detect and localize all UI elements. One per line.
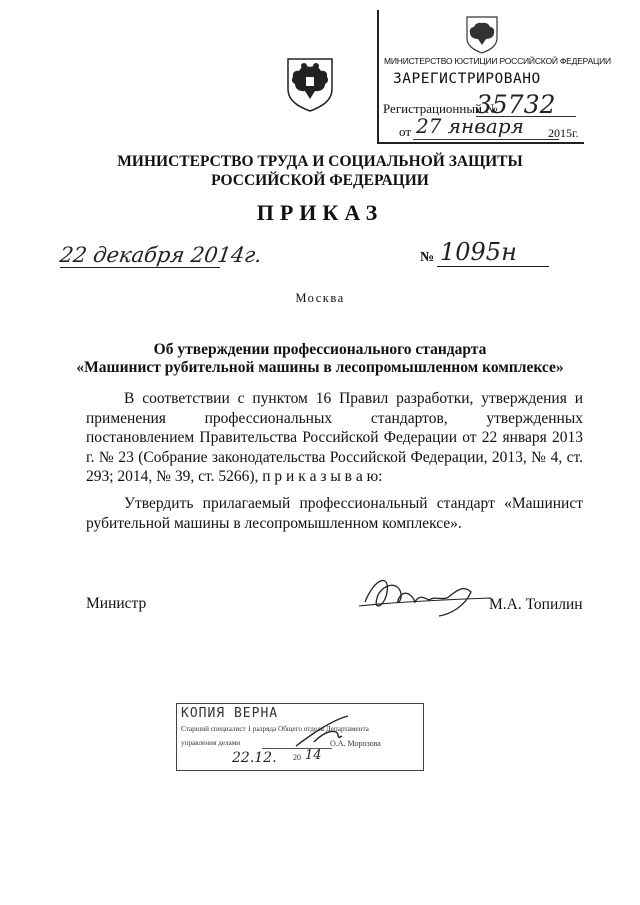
- document-type-title: ПРИКАЗ: [256, 200, 384, 225]
- registration-date-handwritten: 27 января: [416, 114, 524, 138]
- order-subject-line1: Об утверждении профессионального стандарта: [153, 341, 487, 358]
- order-number-handwritten: 1095н: [440, 238, 517, 266]
- registration-number-label: Регистрационный №: [383, 101, 498, 116]
- registration-ministry: МИНИСТЕРСТВО ЮСТИЦИИ РОССИЙСКОЙ ФЕДЕРАЦИИ: [384, 56, 611, 66]
- order-subject-line2: «Машинист рубительной машины в лесопромышленном комплексе»: [76, 359, 564, 376]
- copy-stamp-date-handwritten: 22.12.: [232, 750, 277, 766]
- copy-stamp-year-prefix: 20: [293, 753, 301, 762]
- ministry-name: [0, 152, 640, 190]
- signatory-title: Министр: [86, 595, 147, 612]
- russian-coat-of-arms-emblem: [283, 55, 337, 113]
- order-date-line: [60, 267, 220, 268]
- order-number-line: [437, 266, 549, 267]
- ministry-name-line1: МИНИСТЕРСТВО ТРУДА И СОЦИАЛЬНОЙ ЗАЩИТЫ: [117, 153, 523, 170]
- city: Москва: [295, 291, 345, 305]
- russian-coat-of-arms-small-emblem: [463, 14, 501, 54]
- order-number-sign: №: [420, 250, 435, 265]
- copy-stamp-official-name: О.А. Морозова: [330, 739, 381, 748]
- minister-handwritten-signature: [355, 572, 495, 622]
- body-paragraph-2: Утвердить прилагаемый профессиональный стандарт «Машинист рубительной машины в лесопромышленном комплексе».: [86, 495, 583, 532]
- order-subject: [0, 341, 640, 377]
- copy-stamp-position-line1: Старший специалист 1 разряда Общего отдела Департамента: [181, 725, 369, 733]
- registration-date-line: [413, 139, 559, 140]
- registration-title: ЗАРЕГИСТРИРОВАНО: [393, 71, 541, 87]
- copy-stamp-position-line2: управления делами: [181, 739, 241, 747]
- copy-stamp-handwritten-signature: [292, 712, 362, 752]
- copy-stamp-year-handwritten: 14: [305, 748, 322, 763]
- registration-year: 2015г.: [548, 126, 579, 140]
- order-date-handwritten: 22 декабря 2014г.: [58, 243, 264, 267]
- copy-stamp-title: КОПИЯ ВЕРНА: [181, 706, 279, 721]
- body-paragraph-1: В соответствии с пунктом 16 Правил разработки, утверждения и применения профессиональных стандартов, утвержденных постановлением Правительства Российской Федерации от 22 января 2013 г. № 23 (Собрание законодательства Российской Федерации, 2013, № 4, ст. 293; 2014, № 39, ст. 5266), п р и к а з ы в а ю:: [86, 390, 583, 485]
- registration-number-handwritten: 35732: [476, 90, 556, 119]
- ministry-name-line2: РОССИЙСКОЙ ФЕДЕРАЦИИ: [211, 172, 429, 189]
- signatory-name: М.А. Топилин: [489, 596, 583, 613]
- registration-date-prefix: от: [399, 124, 412, 139]
